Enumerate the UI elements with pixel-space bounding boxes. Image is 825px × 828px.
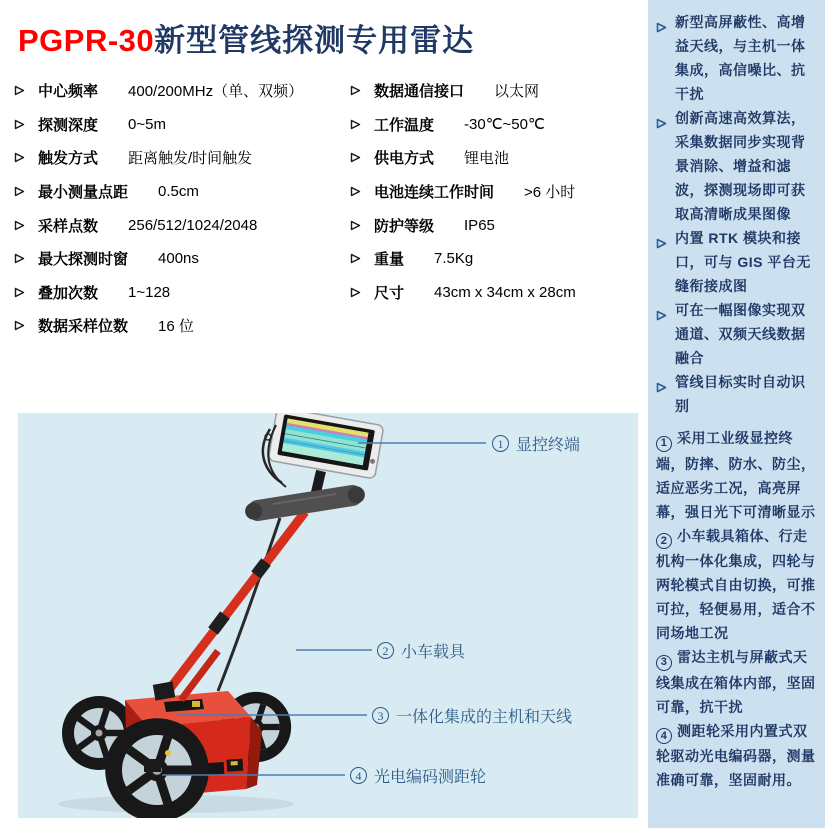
arrow-bullet-icon [350,287,374,298]
circled-number: 2 [377,642,394,659]
spec-value: 256/512/1024/2048 [128,216,258,234]
circled-number: 4 [656,728,672,744]
spec-label: 数据通信接口 [374,83,465,101]
feature-list [656,10,819,418]
spec-row [14,309,349,343]
spec-row [14,175,349,209]
arrow-bullet-icon [350,152,374,163]
spec-label: 供电方式 [374,150,435,168]
spec-label: 触发方式 [38,150,99,168]
callout-text: 一体化集成的主机和天线 [396,709,573,726]
handle-assembly [153,512,305,701]
arrow-bullet-icon [14,119,38,130]
spec-value: 7.5Kg [434,250,474,268]
spec-row [14,242,349,276]
spec-value: -30℃~50℃ [464,116,545,134]
spec-value: >6 小时 [524,184,576,202]
spec-label: 工作温度 [374,116,435,134]
feature-item [656,370,819,418]
spec-value: 0.5cm [158,183,199,201]
spec-value: 1~128 [128,283,171,301]
feature-text: 新型高屏蔽性、高增益天线，与主机一体集成，高信噪比、抗干扰 [675,14,806,102]
spec-value: IP65 [464,216,495,234]
feature-sidebar [648,0,825,828]
circled-number: 2 [656,533,672,549]
spec-row [14,276,349,310]
arrow-bullet-icon [14,152,38,163]
arrow-bullet-icon [14,320,38,331]
arrow-bullet-icon [656,298,675,370]
callout-text: 小车载具 [401,644,466,661]
spec-row [14,208,349,242]
spec-label: 尺寸 [374,284,405,302]
circled-number: 1 [492,435,509,452]
figure-callout [377,639,465,662]
arrow-bullet-icon [350,85,374,96]
figure-callout [372,704,572,727]
circled-number: 3 [372,707,389,724]
spec-value: 400/200MHz（单、双频） [128,83,304,101]
spec-value: 400ns [158,250,199,268]
detail-item [656,645,819,719]
detail-item [656,426,819,524]
spec-row [350,141,648,175]
spec-label: 采样点数 [38,217,99,235]
detail-text: 测距轮采用内置式双轮驱动光电编码器，测量准确可靠，坚固耐用。 [656,722,816,788]
spec-row [350,276,648,310]
arrow-bullet-icon [656,370,675,418]
product-model: PGPR-30 [18,23,155,58]
arrow-bullet-icon [14,220,38,231]
callout-text: 光电编码测距轮 [374,769,487,786]
feature-item [656,226,819,298]
arrow-bullet-icon [656,226,675,298]
detail-text: 小车载具箱体、行走机构一体化集成，四轮与两轮模式自由切换，可推可拉，轻便易用，适合不同场地工况 [656,527,816,641]
feature-item [656,10,819,106]
spec-value: 距离触发/时间触发 [128,150,253,168]
circled-number: 3 [656,655,672,671]
circled-number: 1 [656,436,672,452]
detail-item [656,719,819,793]
spec-column-left [14,74,349,343]
spec-row [14,108,349,142]
spec-column-right [350,74,648,309]
callout-text: 显控终端 [516,437,581,454]
product-figure-panel [18,413,638,818]
front-wheel [105,718,209,818]
spec-value: 以太网 [494,83,540,101]
spec-row [14,141,349,175]
gpr-cart-figure [18,413,638,818]
detail-item [656,524,819,646]
spec-label: 防护等级 [374,217,435,235]
arrow-bullet-icon [350,119,374,130]
arrow-bullet-icon [350,220,374,231]
spec-label: 探测深度 [38,116,99,134]
page-title [18,22,474,60]
spec-value: 16 位 [158,318,194,336]
figure-callout [492,432,580,455]
arrow-bullet-icon [656,106,675,226]
circled-number: 4 [350,767,367,784]
spec-row [350,108,648,142]
spec-label: 最大探测时窗 [38,251,129,269]
arrow-bullet-icon [14,85,38,96]
detail-text: 采用工业级显控终端，防摔、防水、防尘，适应恶劣工况，高亮屏幕，强日光下可清晰显示 [656,430,816,520]
arrow-bullet-icon [14,287,38,298]
product-name: 新型管线探测专用雷达 [154,23,475,58]
arrow-bullet-icon [14,186,38,197]
spec-value: 锂电池 [464,150,510,168]
spec-row [350,242,648,276]
arrow-bullet-icon [350,253,374,264]
spec-value: 43cm x 34cm x 28cm [434,283,576,301]
spec-row [350,74,648,108]
spec-label: 最小测量点距 [38,184,129,202]
spec-row [350,208,648,242]
spec-value: 0~5m [128,115,166,133]
spec-label: 中心频率 [38,83,99,101]
detail-list [656,426,819,792]
feature-text: 管线目标实时自动识别 [675,374,806,414]
feature-text: 创新高速高效算法，采集数据同步实现背景消除、增益和滤波，探测现场即可获取高清晰成果图像 [675,110,806,222]
arrow-bullet-icon [14,253,38,264]
feature-item [656,106,819,226]
feature-item [656,298,819,370]
spec-row [350,175,648,209]
detail-text: 雷达主机与屏蔽式天线集成在箱体内部，坚固可靠，抗干扰 [656,649,816,715]
arrow-bullet-icon [350,186,374,197]
feature-text: 内置 RTK 模块和接口，可与 GIS 平台无缝衔接成图 [675,230,811,294]
spec-label: 数据采样位数 [38,318,129,336]
arrow-bullet-icon [656,10,675,106]
spec-label: 叠加次数 [38,284,99,302]
spec-label: 电池连续工作时间 [374,184,495,202]
spec-row [14,74,349,108]
spec-label: 重量 [374,251,405,269]
feature-text: 可在一幅图像实现双通道、双频天线数据融合 [675,302,806,366]
figure-callout [350,764,486,787]
